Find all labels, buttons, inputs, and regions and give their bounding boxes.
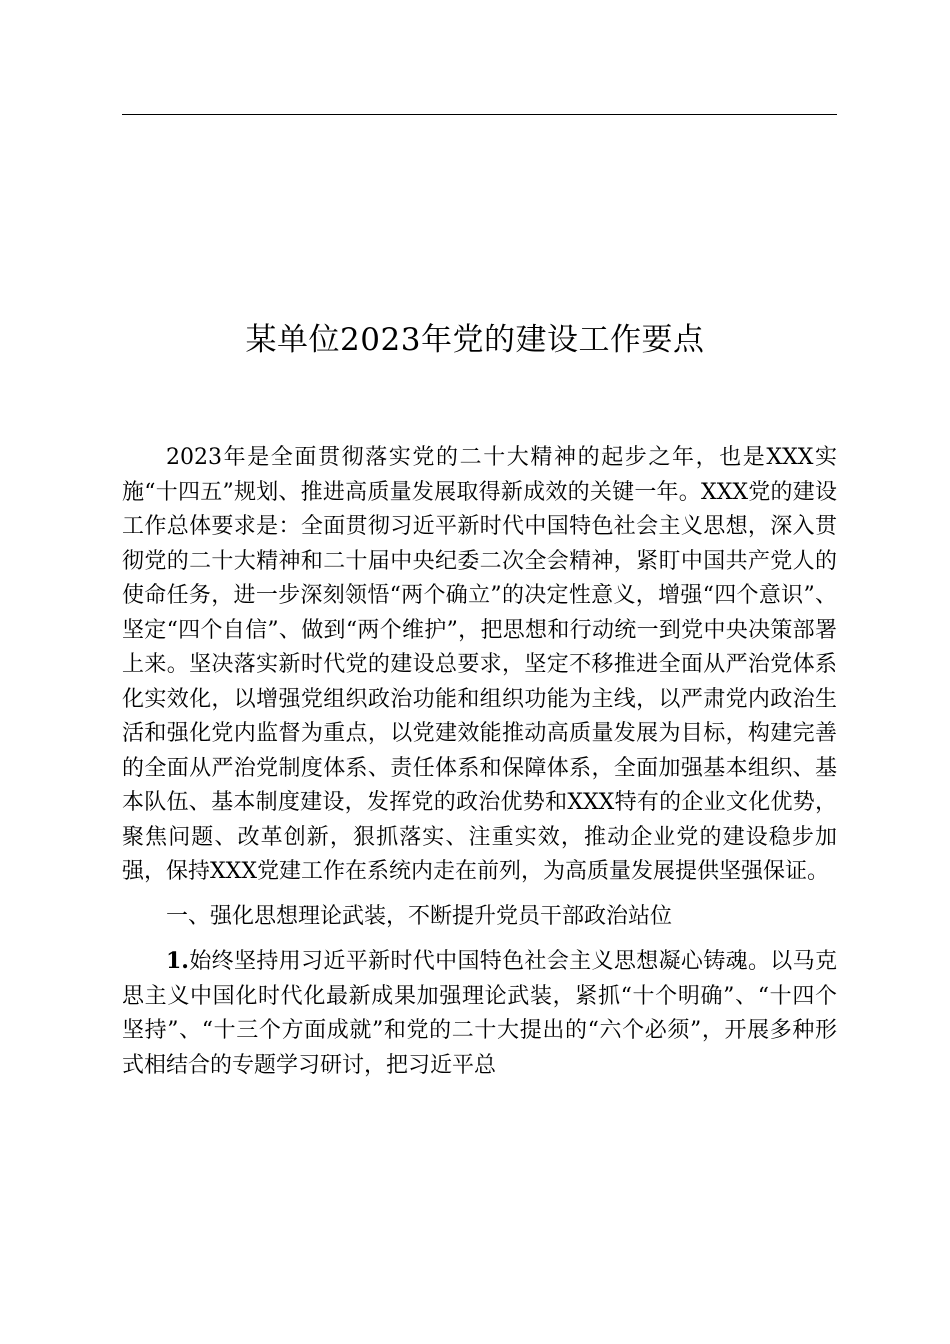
item-1-paragraph xyxy=(122,944,837,1083)
document-title: 某单位2023年党的建设工作要点 xyxy=(245,322,705,358)
item-1-text: 始终坚持用习近平新时代中国特色社会主义思想凝心铸魂。以马克思主义中国化时代化最新成果加强理论武装，紧抓“十个明确”、“十四个坚持”、“十三个方面成就”和党的二十大提出的“六个必须”，开展多种形式相结合的专题学习研讨，把习近平总 xyxy=(122,949,837,1078)
intro-paragraph: 2023年是全面贯彻落实党的二十大精神的起步之年，也是XXX实施“十四五”规划、推进高质量发展取得新成效的关键一年。XXX党的建设工作总体要求是：全面贯彻习近平新时代中国特色社会主义思想，深入贯彻党的二十大精神和二十届中央纪委二次全会精神，紧盯中国共产党人的使命任务，进一步深刻领悟“两个确立”的决定性意义，增强“四个意识”、坚定“四个自信”、做到“两个维护”，把思想和行动统一到党中央决策部署上来。坚决落实新时代党的建设总要求，坚定不移推进全面从严治党体系化实效化，以增强党组织政治功能和组织功能为主线，以严肃党内政治生活和强化党内监督为重点，以党建效能推动高质量发展为目标，构建完善的全面从严治党制度体系、责任体系和保障体系，全面加强基本组织、基本队伍、基本制度建设，发挥党的政治优势和XXX特有的企业文化优势，聚焦问题、改革创新，狠抓落实、注重实效，推动企业党的建设稳步加强，保持XXX党建工作在系统内走在前列，为高质量发展提供坚强保证。 xyxy=(122,445,837,884)
section-1-heading: 一、强化思想理论武装，不断提升党员干部政治站位 xyxy=(166,903,673,929)
header-rule xyxy=(122,114,837,115)
item-1-number: 1. xyxy=(166,948,189,974)
document-body xyxy=(122,441,837,1083)
